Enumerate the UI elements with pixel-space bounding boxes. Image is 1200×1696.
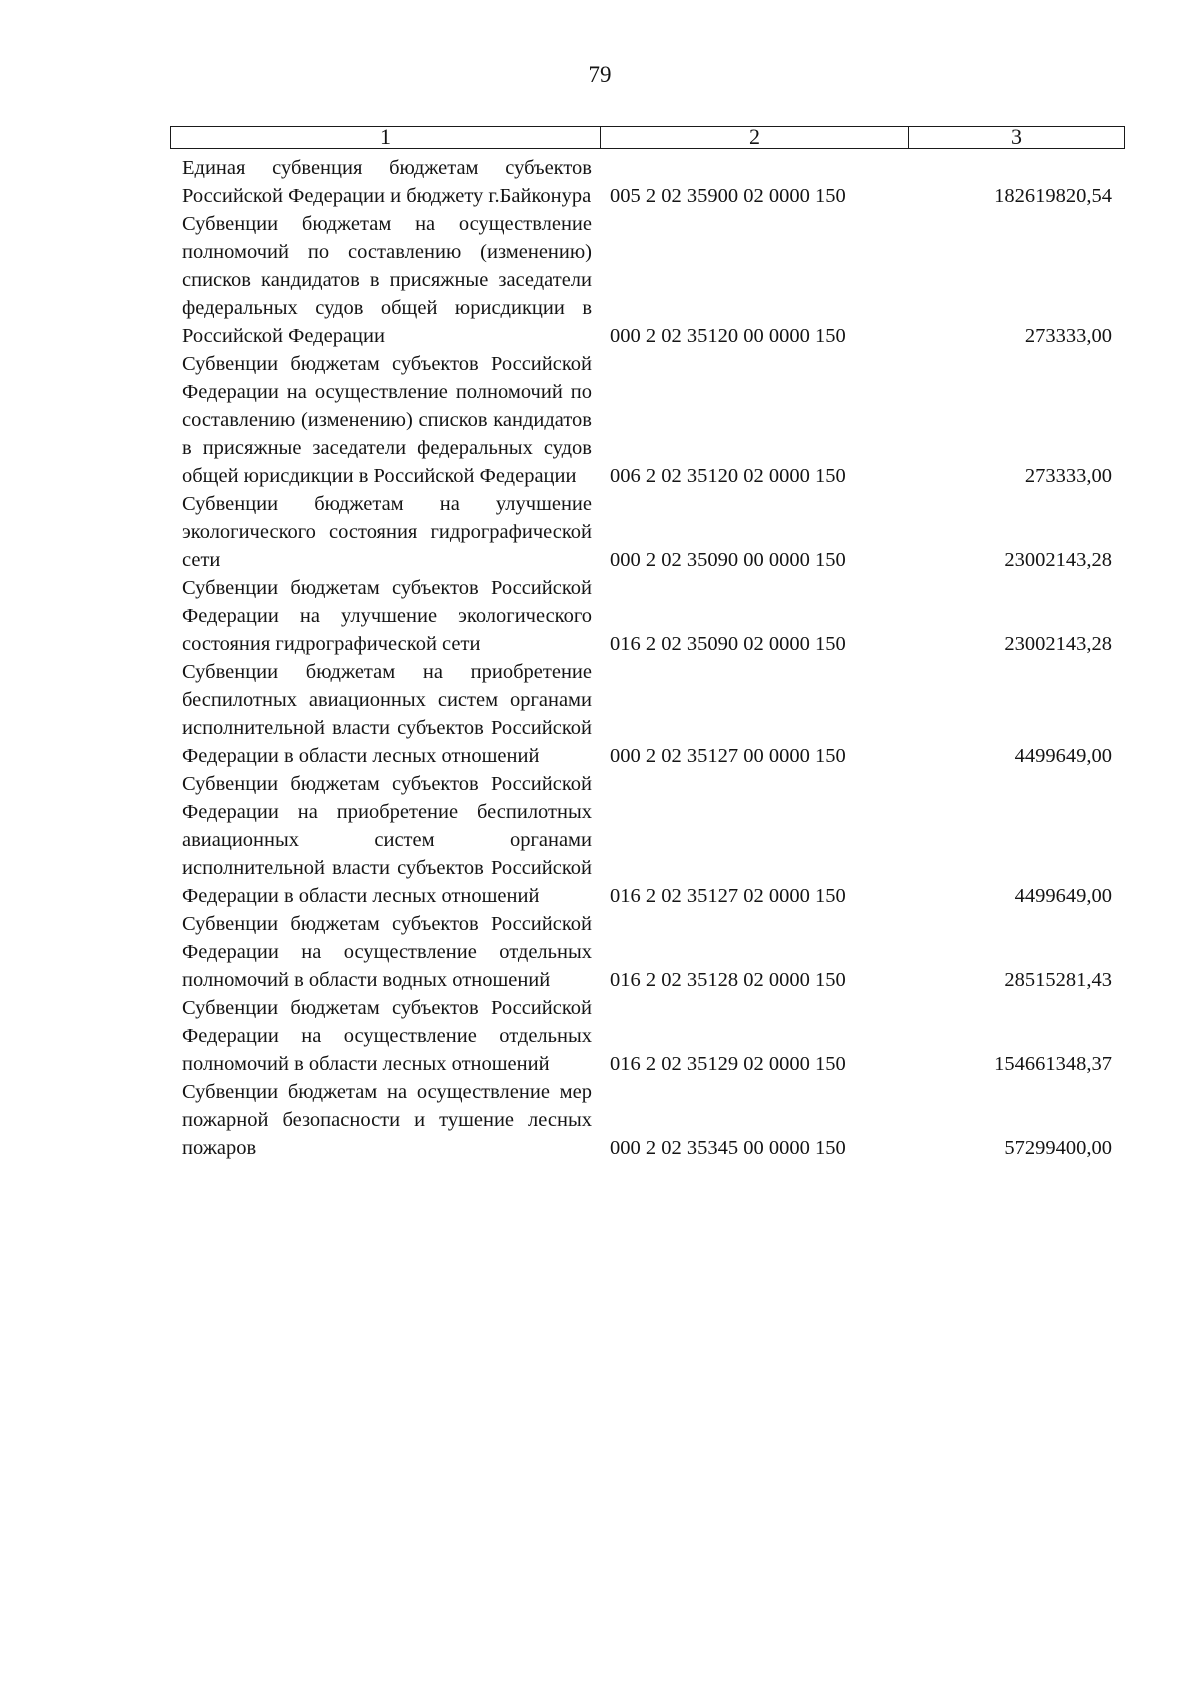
row-amount: 23002143,28 <box>1004 633 1112 655</box>
column-header-3: 3 <box>1011 124 1022 149</box>
row-code: 016 2 02 35128 02 0000 150 <box>610 969 846 991</box>
row-name: Субвенции бюджетам субъектов Российской Федерации на осуществление полномочий по составлению (изменению) списков кандидатов в присяжные заседатели федеральных судов общей юрисдикции в Российской Федерации <box>182 353 592 487</box>
table-body <box>182 154 1132 1162</box>
row-name: Субвенции бюджетам на осуществление полномочий по составлению (изменению) списков кандидатов в присяжные заседатели федеральных судов общей юрисдикции в Российской Федерации <box>182 213 592 347</box>
row-name: Субвенции бюджетам субъектов Российской Федерации на осуществление отдельных полномочий в области водных отношений <box>182 913 592 991</box>
row-code: 016 2 02 35127 02 0000 150 <box>610 885 846 907</box>
row-amount: 28515281,43 <box>1004 969 1112 991</box>
row-name: Субвенции бюджетам на приобретение беспилотных авиационных систем органами исполнительной власти субъектов Российской Федерации в области лесных отношений <box>182 661 592 767</box>
row-code: 000 2 02 35345 00 0000 150 <box>610 1137 846 1159</box>
row-code: 000 2 02 35127 00 0000 150 <box>610 745 846 767</box>
row-name: Субвенции бюджетам субъектов Российской Федерации на улучшение экологического состояния гидрографической сети <box>182 577 592 655</box>
row-name: Единая субвенция бюджетам субъектов Российской Федерации и бюджету г.Байконура <box>182 157 592 207</box>
table-row <box>182 994 1132 1078</box>
table-row <box>182 1078 1132 1162</box>
row-code: 000 2 02 35120 00 0000 150 <box>610 325 846 347</box>
row-code: 016 2 02 35129 02 0000 150 <box>610 1053 846 1075</box>
row-name: Субвенции бюджетам на осуществление мер пожарной безопасности и тушение лесных пожаров <box>182 1081 592 1159</box>
row-amount: 273333,00 <box>1024 325 1112 347</box>
row-name: Субвенции бюджетам на улучшение экологического состояния гидрографической сети <box>182 493 592 571</box>
row-amount: 273333,00 <box>1024 465 1112 487</box>
column-header-1: 1 <box>171 127 601 148</box>
row-amount: 154661348,37 <box>994 1053 1112 1075</box>
row-name: Субвенции бюджетам субъектов Российской Федерации на приобретение беспилотных авиационных систем органами исполнительной власти субъектов Российской Федерации в области лесных отношений <box>182 773 592 907</box>
row-code: 006 2 02 35120 02 0000 150 <box>610 465 846 487</box>
table-header <box>170 126 1125 149</box>
table-row <box>182 910 1132 994</box>
table-row <box>182 154 1132 210</box>
table-row <box>182 490 1132 574</box>
row-amount: 4499649,00 <box>1014 885 1112 907</box>
table-row <box>182 658 1132 770</box>
row-amount: 4499649,00 <box>1014 745 1112 767</box>
row-code: 016 2 02 35090 02 0000 150 <box>610 633 846 655</box>
page-number: 79 <box>588 62 612 87</box>
table-row <box>182 574 1132 658</box>
row-amount: 23002143,28 <box>1004 549 1112 571</box>
row-code: 000 2 02 35090 00 0000 150 <box>610 549 846 571</box>
row-amount: 182619820,54 <box>994 185 1112 207</box>
column-header-2: 2 <box>601 127 909 148</box>
table-row <box>182 350 1132 490</box>
row-name: Субвенции бюджетам субъектов Российской Федерации на осуществление отдельных полномочий в области лесных отношений <box>182 997 592 1075</box>
table-row <box>182 770 1132 910</box>
row-amount: 57299400,00 <box>1004 1137 1112 1159</box>
table-row <box>182 210 1132 350</box>
row-code: 005 2 02 35900 02 0000 150 <box>610 185 846 207</box>
